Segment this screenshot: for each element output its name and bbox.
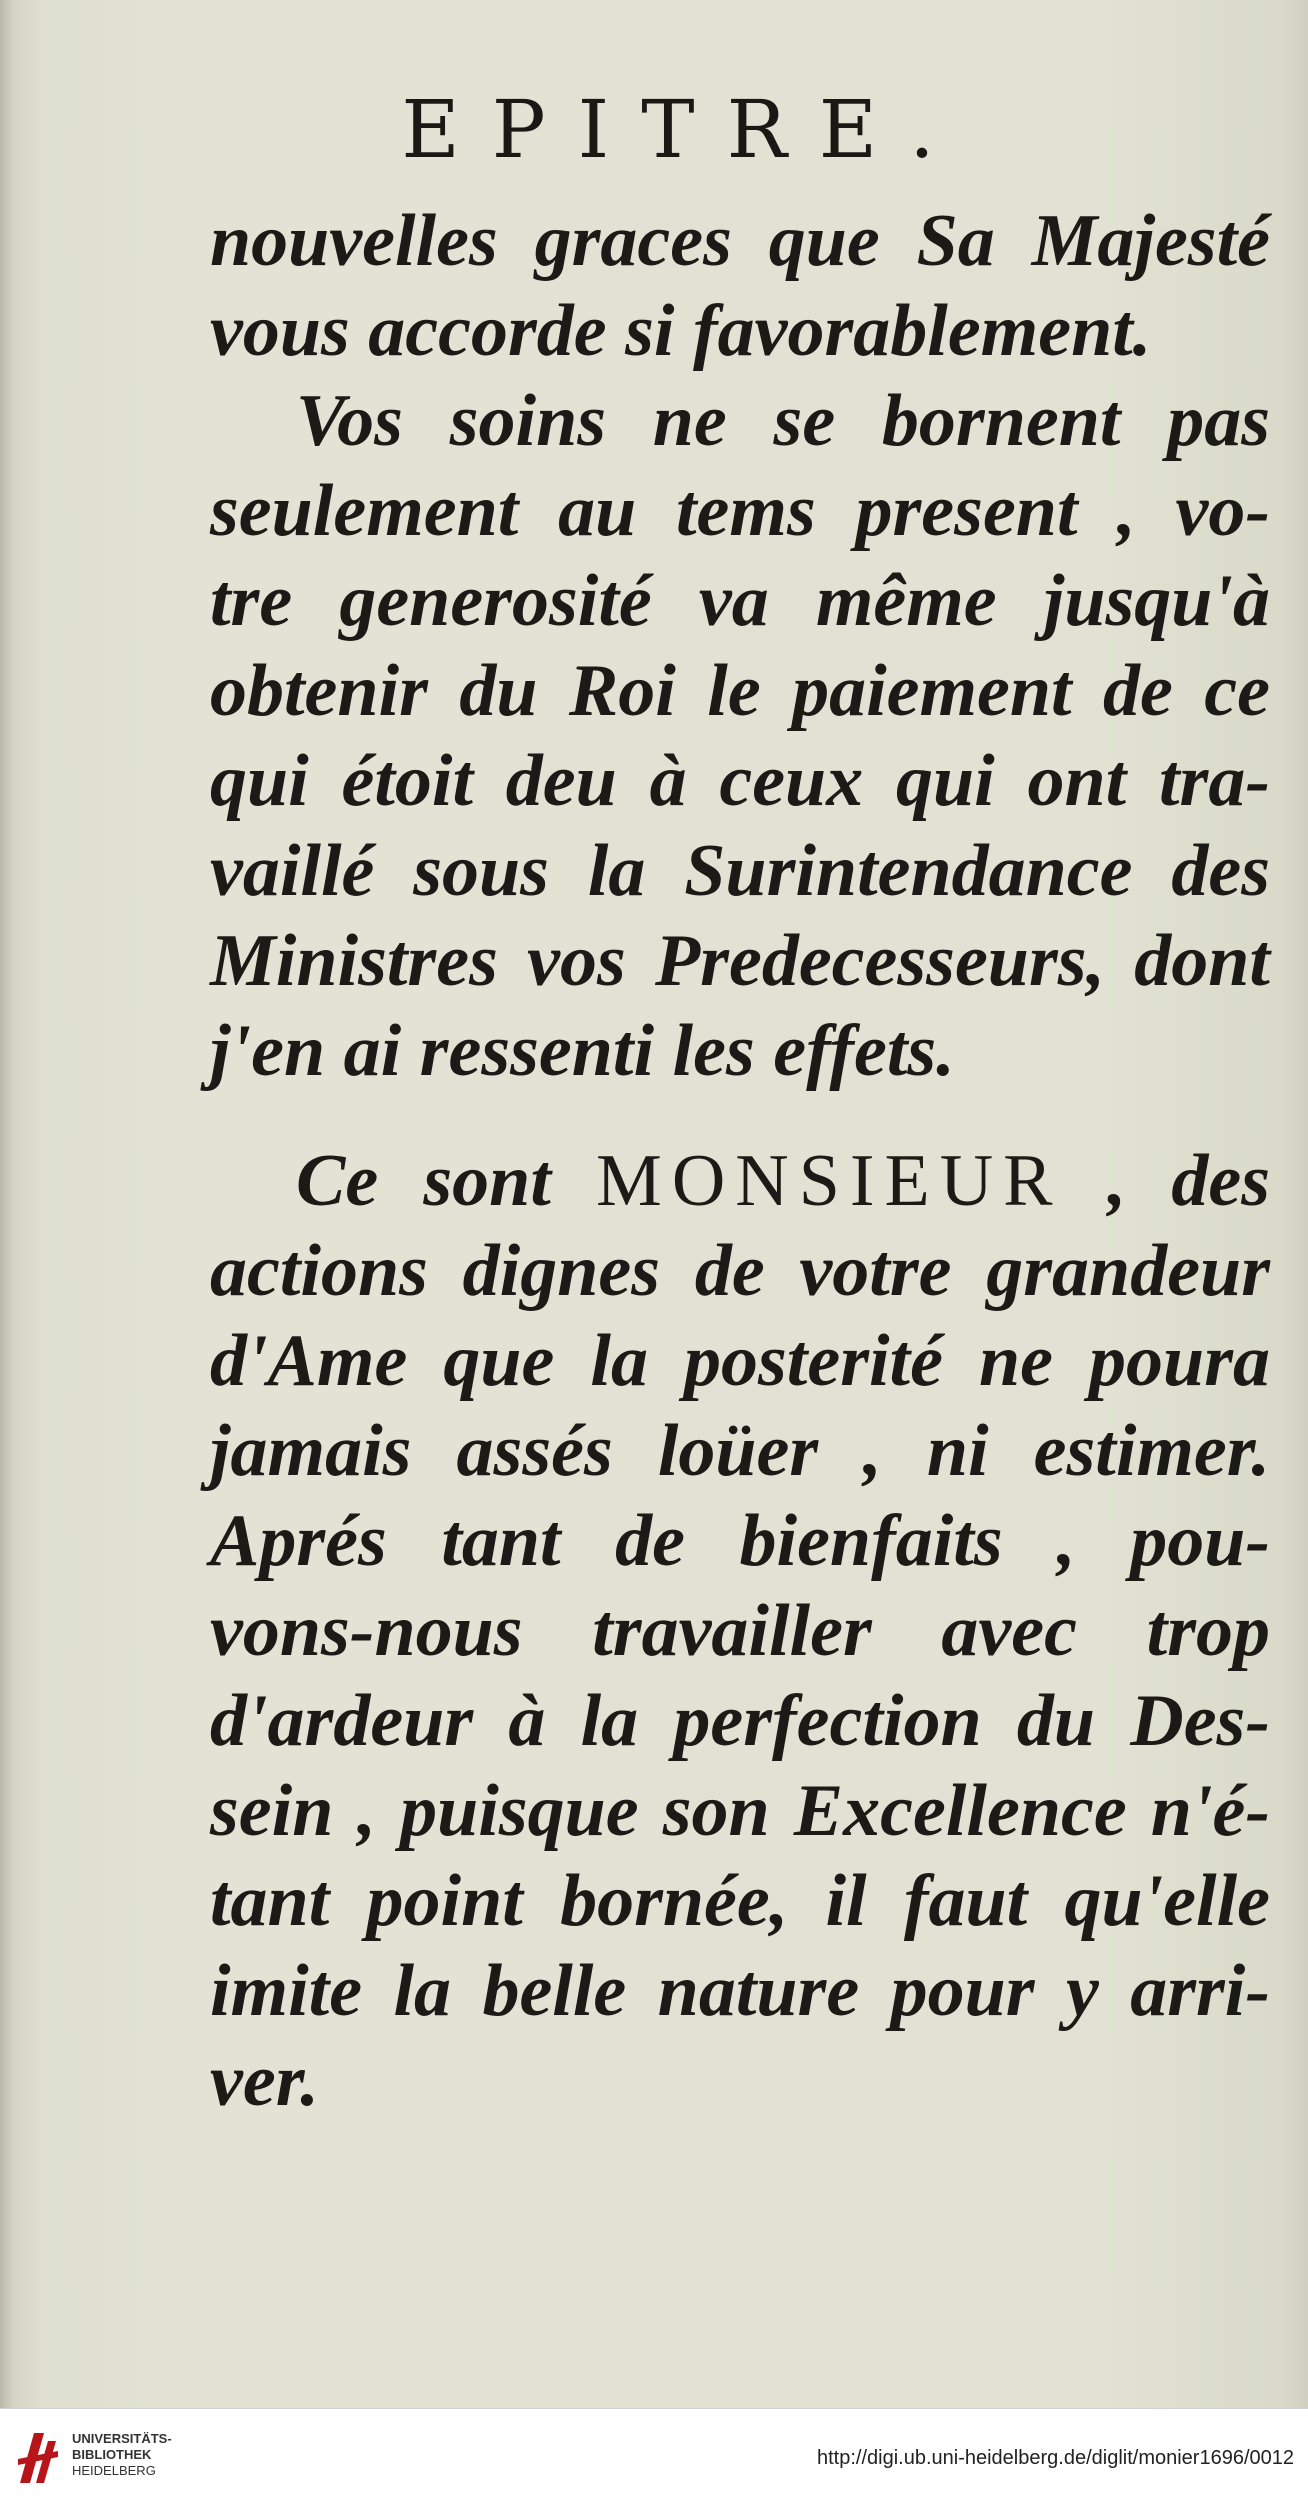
text-line: d'Ame que la posterité ne poura <box>210 1320 1270 1402</box>
text-line: qui étoit deu à ceux qui ont tra- <box>210 740 1270 822</box>
text-line: tre generosité va même jusqu'à <box>210 560 1270 642</box>
text-line: seulement au tems present , vo- <box>210 470 1270 552</box>
text-segment: , des <box>1107 1140 1271 1222</box>
text-line: vaillé sous la Surintendance des <box>210 830 1270 912</box>
text-line: vous accorde si favorablement. <box>210 290 1152 372</box>
digitization-footer <box>0 2408 1308 2505</box>
text-line: jamais assés loüer , ni estimer. <box>210 1410 1270 1492</box>
text-line: tant point bornée, il faut qu'elle <box>210 1860 1270 1942</box>
university-library-logo-icon <box>14 2425 62 2489</box>
permalink-url[interactable]: http://digi.ub.uni-heidelberg.de/diglit/monier1696/0012 <box>816 2447 1294 2469</box>
library-city: HEIDELBERG <box>72 2463 156 2478</box>
text-line-with-address <box>296 1136 1270 1226</box>
text-line: nouvelles graces que Sa Majesté <box>210 200 1270 282</box>
text-line: actions dignes de votre grandeur <box>210 1230 1270 1312</box>
library-name <box>72 2431 172 2479</box>
text-segment: Ce sont <box>296 1140 551 1222</box>
text-line: sein , puisque son Excellence n'é- <box>210 1770 1270 1852</box>
text-line: Vos soins ne se bornent pas <box>296 380 1270 462</box>
text-line: imite la belle nature pour y arri- <box>210 1950 1270 2032</box>
library-name-line: UNIVERSITÄTS- <box>72 2431 172 2446</box>
text-line: d'ardeur à la perfection du Des- <box>210 1680 1270 1762</box>
text-line: j'en ai ressenti les effets. <box>210 1010 955 1092</box>
running-head: EPITRE. <box>401 83 967 176</box>
text-line: Aprés tant de bienfaits , pou- <box>210 1500 1270 1582</box>
text-line: Ministres vos Predecesseurs, dont <box>210 920 1270 1002</box>
text-line: ver. <box>210 2040 319 2122</box>
text-line: vons-nous travailler avec trop <box>210 1590 1270 1672</box>
text-line: obtenir du Roi le paiement de ce <box>210 650 1270 732</box>
address-monsieur: MONSIEUR <box>596 1140 1063 1222</box>
library-name-line: BIBLIOTHEK <box>72 2447 152 2462</box>
